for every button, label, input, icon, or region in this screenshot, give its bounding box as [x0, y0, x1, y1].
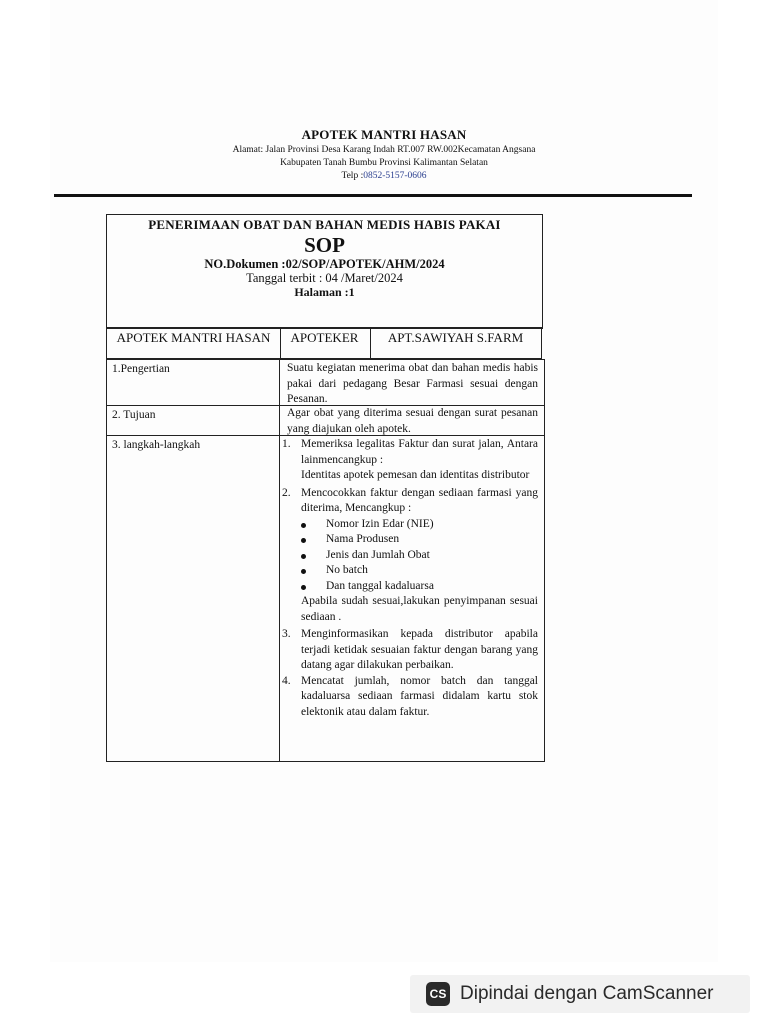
- camscanner-watermark: [410, 975, 750, 1013]
- step-1-text: Memeriksa legalitas Faktur dan surat jalan, Antara lainmencangkup :: [301, 438, 538, 466]
- pengertian-label: 1.Pengertian: [112, 363, 170, 375]
- bullet-item: Nomor Izin Edar (NIE): [282, 517, 538, 533]
- bullet-dot-icon: [301, 523, 306, 528]
- bullet-dot-icon: [301, 569, 306, 574]
- table-top-border: [106, 359, 545, 360]
- sop-heading: PENERIMAAN OBAT DAN BAHAN MEDIS HABIS PAKAI: [148, 217, 501, 232]
- step-2: [282, 486, 538, 517]
- pharmacy-name: APOTEK MANTRI HASAN: [301, 127, 467, 142]
- owner-role: APOTEKER: [290, 330, 359, 345]
- step-2-number: 2.: [282, 486, 291, 499]
- pengertian-text: Suatu kegiatan menerima obat dan bahan medis habis pakai dari pedagang Besar Farmasi sesuai dengan Pesanan.: [287, 362, 538, 405]
- owner-role-cell: [279, 327, 371, 359]
- camscanner-logo-icon: CS: [426, 982, 450, 1006]
- step-2-text: Mencocokkan faktur dengan sediaan farmasi yang diterima, Mencangkup :: [301, 486, 538, 514]
- owner-pharmacy-cell: [106, 327, 281, 359]
- table-bottom-border: [106, 761, 545, 762]
- address-line-2: Kabupaten Tanah Bumbu Provinsi Kalimantan Selatan: [280, 158, 488, 168]
- steps-list: [282, 437, 538, 720]
- step-1: [282, 437, 538, 484]
- camscanner-text: Dipindai dengan CamScanner: [460, 983, 714, 1004]
- owner-pharmacy: APOTEK MANTRI HASAN: [116, 330, 271, 345]
- sop-label: SOP: [304, 233, 345, 257]
- document-number: NO.Dokumen :02/SOP/APOTEK/AHM/2024: [204, 257, 445, 271]
- step-1-number: 1.: [282, 438, 291, 450]
- tujuan-label: 2. Tujuan: [112, 409, 156, 421]
- sop-title-box: [106, 214, 543, 329]
- step-4-number: 4.: [282, 674, 291, 687]
- bullet-dot-icon: [301, 585, 306, 590]
- tujuan-text: Agar obat yang diterima sesuai dengan surat pesanan yang diajukan oleh apotek.: [287, 407, 538, 435]
- bullet-item: Dan tanggal kadaluarsa: [282, 579, 538, 595]
- address-line-1: Alamat: Jalan Provinsi Desa Karang Indah RT.007 RW.002Kecamatan Angsana: [232, 145, 536, 155]
- langkah-label: 3. langkah-langkah: [112, 439, 201, 451]
- bullet-item: Nama Produsen: [282, 532, 538, 548]
- owner-person: APT.SAWIYAH S.FARM: [387, 330, 524, 345]
- header-divider: [54, 194, 692, 197]
- step-1-detail: Identitas apotek pemesan dan identitas distributor: [301, 469, 530, 481]
- bullet-item: No batch: [282, 563, 538, 579]
- bullet-dot-icon: [301, 538, 306, 543]
- table-column-divider: [279, 359, 280, 762]
- telp-label: Telp :: [341, 171, 364, 181]
- telp-number: 0852-5157-0606: [363, 171, 427, 181]
- step-2-conclusion: Apabila sudah sesuai,lakukan penyimpanan sesuai sediaan .: [301, 595, 538, 623]
- step-3-text: Menginformasikan kepada distributor apabila terjadi ketidak sesuaian faktur dengan barang yang datang agar dilakukan perbaikan.: [301, 628, 538, 671]
- table-right-border: [544, 359, 545, 762]
- bullet-dot-icon: [301, 554, 306, 559]
- step-4-text: Mencatat jumlah, nomor batch dan tanggal kadaluarsa sediaan farmasi didalam kartu stok elektonik atau dalam faktur.: [301, 674, 538, 718]
- step-4: [282, 674, 538, 721]
- step-3-number: 3.: [282, 628, 291, 640]
- owner-person-cell: [370, 327, 542, 359]
- issue-date: Tanggal terbit : 04 /Maret/2024: [246, 271, 403, 285]
- table-left-border: [106, 359, 107, 762]
- telephone: [0, 170, 768, 183]
- page-number: Halaman :1: [294, 285, 355, 299]
- bullet-item: Jenis dan Jumlah Obat: [282, 548, 538, 564]
- step-3: [282, 627, 538, 674]
